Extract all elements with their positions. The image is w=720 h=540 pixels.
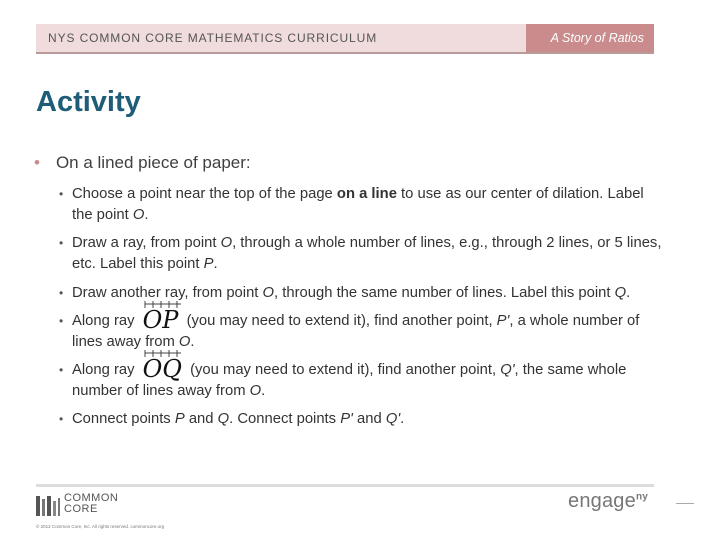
- point-label: P: [203, 256, 214, 272]
- item-text: Draw a ray, from point: [72, 235, 221, 251]
- footer-accent-line: [676, 503, 694, 504]
- engage-text: engage: [568, 490, 636, 512]
- item-text: , the same whole number of lines away from: [72, 362, 627, 399]
- list-item: [56, 409, 668, 430]
- item-text: (you may need to extend it), find another point,: [182, 313, 497, 329]
- item-text: . Connect points: [229, 411, 341, 427]
- header-bar: [36, 24, 654, 54]
- bullet-icon: •: [59, 286, 64, 300]
- page-title: Activity: [36, 86, 141, 118]
- ray-arrow-icon: [143, 348, 185, 360]
- list-item: [56, 184, 668, 226]
- item-text: Draw another ray, from point: [72, 285, 263, 301]
- item-text: Choose a point near the top of the page: [72, 186, 337, 202]
- engage-ny-logo: [568, 490, 648, 513]
- item-text: and: [352, 411, 386, 427]
- point-label: Q': [500, 362, 515, 378]
- point-label: O: [132, 207, 145, 223]
- item-text: (you may need to extend it), find another point,: [185, 362, 501, 378]
- item-text: .: [261, 383, 266, 399]
- ray-oq-symbol: [142, 355, 182, 383]
- item-text: .: [400, 411, 405, 427]
- point-label: O: [262, 285, 275, 301]
- item-text: , through the same number of lines. Label this point: [274, 285, 615, 301]
- series-label: A Story of Ratios: [526, 24, 654, 52]
- logo-line-2: CORE: [64, 503, 98, 515]
- point-label: Q: [614, 285, 627, 301]
- item-text: .: [190, 334, 195, 350]
- bullet-icon: •: [59, 412, 64, 426]
- logo-line-1: COMMON: [64, 492, 119, 504]
- item-text: .: [626, 285, 631, 301]
- item-text: , a whole number of lines away from: [72, 313, 640, 350]
- item-text: , through a whole number of lines, e.g., through 2 lines, or 5 lines, etc. Label this point: [72, 235, 662, 272]
- bullet-icon: •: [59, 187, 64, 201]
- bullet-icon: •: [59, 314, 64, 328]
- common-core-logo-icon: [36, 496, 60, 516]
- point-label: P': [340, 411, 353, 427]
- item-text: .: [213, 256, 218, 272]
- curriculum-label: NYS COMMON CORE MATHEMATICS CURRICULUM: [48, 31, 378, 45]
- ray-name: OP: [142, 306, 179, 334]
- point-label: P': [496, 313, 510, 329]
- item-text: and: [184, 411, 218, 427]
- main-bullet: [34, 153, 251, 173]
- main-bullet-text: On a lined piece of paper:: [55, 153, 251, 172]
- point-label: Q': [385, 411, 401, 427]
- list-item: [56, 233, 668, 275]
- common-core-logo: [64, 493, 118, 515]
- ray-arrow-icon: [143, 299, 185, 311]
- point-label: P: [174, 411, 185, 427]
- item-text: to use as our center of dilation. Label the point: [72, 186, 644, 223]
- footer-divider: [36, 484, 654, 487]
- instruction-list: [56, 184, 668, 430]
- item-text: Along ray: [72, 313, 139, 329]
- copyright-text: © 2012 Common Core, Inc. All rights reserved. commoncore.org: [36, 524, 165, 529]
- point-label: O: [220, 235, 233, 251]
- bullet-icon: •: [59, 363, 64, 377]
- bullet-icon: •: [34, 153, 40, 172]
- item-bold-text: on a line: [336, 186, 397, 202]
- ray-name: OQ: [142, 355, 182, 383]
- bullet-icon: •: [59, 236, 64, 250]
- point-label: O: [178, 334, 191, 350]
- item-text: .: [144, 207, 149, 223]
- item-text: Along ray: [72, 362, 139, 378]
- item-text: Connect points: [72, 411, 175, 427]
- list-item: [56, 355, 668, 402]
- point-label: O: [249, 383, 262, 399]
- list-item: [56, 306, 668, 353]
- ray-op-symbol: [142, 306, 179, 334]
- point-label: Q: [217, 411, 230, 427]
- engage-sup: ny: [635, 491, 649, 503]
